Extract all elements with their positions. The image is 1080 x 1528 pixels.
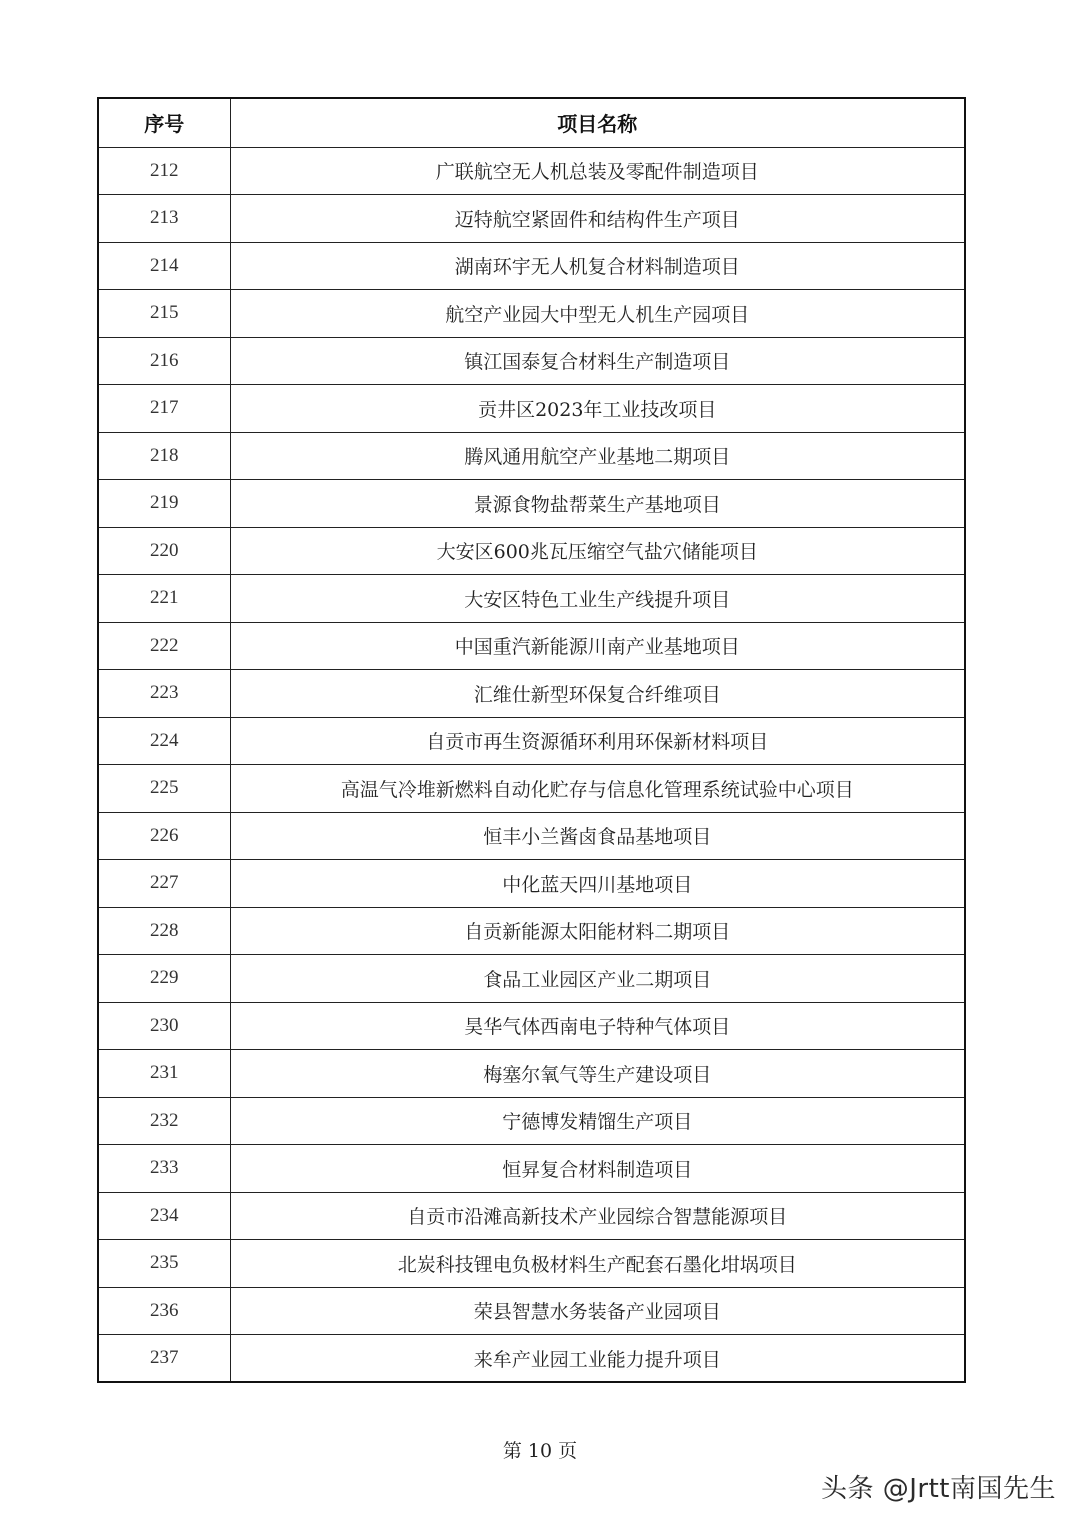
row-number: 237 bbox=[98, 1335, 230, 1383]
project-name: 中国重汽新能源川南产业基地项目 bbox=[230, 622, 965, 670]
table-row bbox=[98, 622, 965, 670]
project-name: 自贡市再生资源循环利用环保新材料项目 bbox=[230, 717, 965, 765]
row-number: 236 bbox=[98, 1287, 230, 1335]
project-name: 汇维仕新型环保复合纤维项目 bbox=[230, 670, 965, 718]
table-row bbox=[98, 812, 965, 860]
watermark: 头条 @Jrtt南国先生 bbox=[820, 1474, 1056, 1504]
table-row bbox=[98, 955, 965, 1003]
project-name: 宁德博发精馏生产项目 bbox=[230, 1097, 965, 1145]
project-name: 昊华气体西南电子特种气体项目 bbox=[230, 1002, 965, 1050]
project-table bbox=[97, 97, 966, 1383]
table-row bbox=[98, 1192, 965, 1240]
project-name: 景源食物盐帮菜生产基地项目 bbox=[230, 480, 965, 528]
table-row bbox=[98, 337, 965, 385]
table-row bbox=[98, 1097, 965, 1145]
project-name: 梅塞尔氧气等生产建设项目 bbox=[230, 1050, 965, 1098]
row-number: 220 bbox=[98, 527, 230, 575]
project-name: 湖南环宇无人机复合材料制造项目 bbox=[230, 242, 965, 290]
table-row bbox=[98, 242, 965, 290]
table-row bbox=[98, 575, 965, 623]
project-name: 大安区特色工业生产线提升项目 bbox=[230, 575, 965, 623]
project-name: 恒丰小兰酱卤食品基地项目 bbox=[230, 812, 965, 860]
row-number: 228 bbox=[98, 907, 230, 955]
table-row bbox=[98, 860, 965, 908]
project-name: 贡井区2023年工业技改项目 bbox=[230, 385, 965, 433]
table-row bbox=[98, 1240, 965, 1288]
project-name: 食品工业园区产业二期项目 bbox=[230, 955, 965, 1003]
table-row bbox=[98, 1050, 965, 1098]
project-name: 恒昇复合材料制造项目 bbox=[230, 1145, 965, 1193]
row-number: 219 bbox=[98, 480, 230, 528]
row-number: 226 bbox=[98, 812, 230, 860]
row-number: 218 bbox=[98, 432, 230, 480]
row-number: 212 bbox=[98, 147, 230, 195]
project-name: 大安区600兆瓦压缩空气盐穴储能项目 bbox=[230, 527, 965, 575]
table-row bbox=[98, 432, 965, 480]
table-row bbox=[98, 290, 965, 338]
row-number: 227 bbox=[98, 860, 230, 908]
page-number: 第 10 页 bbox=[502, 1440, 578, 1462]
project-name: 自贡新能源太阳能材料二期项目 bbox=[230, 907, 965, 955]
row-number: 213 bbox=[98, 195, 230, 243]
table-row bbox=[98, 480, 965, 528]
project-name: 北炭科技锂电负极材料生产配套石墨化坩埚项目 bbox=[230, 1240, 965, 1288]
table-body bbox=[98, 147, 965, 1382]
row-number: 229 bbox=[98, 955, 230, 1003]
project-name: 广联航空无人机总装及零配件制造项目 bbox=[230, 147, 965, 195]
row-number: 216 bbox=[98, 337, 230, 385]
row-number: 230 bbox=[98, 1002, 230, 1050]
row-number: 221 bbox=[98, 575, 230, 623]
row-number: 224 bbox=[98, 717, 230, 765]
table-row bbox=[98, 385, 965, 433]
project-name: 荣县智慧水务装备产业园项目 bbox=[230, 1287, 965, 1335]
table-header-row bbox=[98, 98, 965, 147]
table-row bbox=[98, 1002, 965, 1050]
row-number: 233 bbox=[98, 1145, 230, 1193]
project-name: 迈特航空紧固件和结构件生产项目 bbox=[230, 195, 965, 243]
project-name: 镇江国泰复合材料生产制造项目 bbox=[230, 337, 965, 385]
table-row bbox=[98, 1287, 965, 1335]
table-row bbox=[98, 195, 965, 243]
table-row bbox=[98, 670, 965, 718]
project-name: 高温气冷堆新燃料自动化贮存与信息化管理系统试验中心项目 bbox=[230, 765, 965, 813]
project-name: 腾风通用航空产业基地二期项目 bbox=[230, 432, 965, 480]
table-row bbox=[98, 765, 965, 813]
project-name: 航空产业园大中型无人机生产园项目 bbox=[230, 290, 965, 338]
row-number: 214 bbox=[98, 242, 230, 290]
row-number: 223 bbox=[98, 670, 230, 718]
project-name: 自贡市沿滩高新技术产业园综合智慧能源项目 bbox=[230, 1192, 965, 1240]
table-row bbox=[98, 907, 965, 955]
row-number: 231 bbox=[98, 1050, 230, 1098]
table-row bbox=[98, 147, 965, 195]
table-row bbox=[98, 527, 965, 575]
row-number: 215 bbox=[98, 290, 230, 338]
row-number: 217 bbox=[98, 385, 230, 433]
table-row bbox=[98, 1145, 965, 1193]
row-number: 234 bbox=[98, 1192, 230, 1240]
row-number: 235 bbox=[98, 1240, 230, 1288]
row-number: 232 bbox=[98, 1097, 230, 1145]
row-number: 222 bbox=[98, 622, 230, 670]
project-name: 来牟产业园工业能力提升项目 bbox=[230, 1335, 965, 1383]
table-row bbox=[98, 717, 965, 765]
column-header-name: 项目名称 bbox=[230, 98, 965, 147]
project-name: 中化蓝天四川基地项目 bbox=[230, 860, 965, 908]
table-row bbox=[98, 1335, 965, 1383]
row-number: 225 bbox=[98, 765, 230, 813]
column-header-number: 序号 bbox=[98, 98, 230, 147]
